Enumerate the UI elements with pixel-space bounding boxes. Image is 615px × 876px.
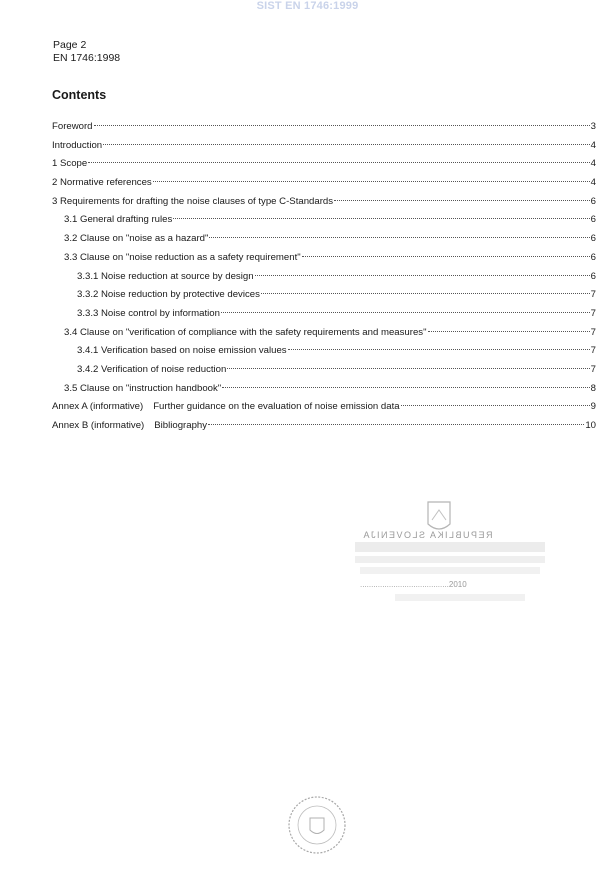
toc-entry-label — [64, 230, 208, 249]
toc-page-number: 9 — [590, 401, 596, 413]
toc-entry — [52, 417, 596, 436]
toc-entry-title: 3.5 Clause on "instruction handbook" — [64, 382, 222, 394]
toc-leader-dots — [428, 331, 590, 332]
toc-leader-dots — [103, 144, 590, 145]
toc-entry-title: 2 Normative references — [52, 177, 152, 189]
stamp-date: ........................................2010 — [360, 580, 467, 589]
toc-page-number: 6 — [590, 233, 596, 245]
toc-page-number: 8 — [590, 382, 596, 394]
toc-entry — [52, 193, 596, 212]
stamp-text: REPUBLIKA SLOVENIJA — [362, 530, 493, 540]
toc-leader-dots — [173, 218, 589, 219]
toc-entry-label — [64, 211, 172, 230]
toc-entry — [52, 305, 596, 324]
toc-leader-dots — [227, 368, 589, 369]
coat-of-arms-icon — [300, 494, 550, 614]
toc-entry — [52, 211, 596, 230]
toc-entry-label — [52, 118, 93, 137]
toc-leader-dots — [208, 424, 584, 425]
toc-leader-dots — [88, 162, 589, 163]
toc-entry-label — [52, 193, 333, 212]
toc-page-number: 4 — [590, 177, 596, 189]
toc-entry-label — [52, 174, 152, 193]
table-of-contents — [52, 118, 596, 436]
toc-entry-title: Introduction — [52, 139, 103, 151]
toc-entry-label — [52, 398, 400, 417]
toc-entry-label — [64, 380, 221, 399]
toc-entry — [52, 118, 596, 137]
toc-entry-title: 3.1 General drafting rules — [64, 214, 173, 226]
toc-leader-dots — [222, 387, 589, 388]
toc-entry-label — [64, 324, 427, 343]
toc-entry-label — [77, 361, 226, 380]
document-watermark: SIST EN 1746:1999 — [256, 0, 359, 12]
toc-page-number: 4 — [590, 139, 596, 151]
toc-page-number: 7 — [590, 345, 596, 357]
toc-entry-title: 3 Requirements for drafting the noise clauses of type C-Standards — [52, 195, 334, 207]
toc-leader-dots — [94, 125, 590, 126]
toc-entry-label — [64, 249, 301, 268]
toc-entry-title: 3.3.1 Noise reduction at source by design — [77, 270, 254, 282]
toc-entry-title: 3.3.2 Noise reduction by protective devices — [77, 289, 260, 301]
toc-entry-label — [77, 268, 254, 287]
toc-entry — [52, 324, 596, 343]
toc-entry-title: 3.3 Clause on "noise reduction as a safety requirement" — [64, 251, 301, 263]
toc-page-number: 7 — [590, 326, 596, 338]
toc-leader-dots — [255, 275, 590, 276]
toc-entry-title: 3.4.1 Verification based on noise emission values — [77, 345, 287, 357]
toc-leader-dots — [401, 405, 590, 406]
toc-entry — [52, 155, 596, 174]
toc-entry-label — [77, 286, 260, 305]
toc-page-number: 4 — [590, 158, 596, 170]
toc-entry-title: 3.2 Clause on "noise as a hazard" — [64, 233, 209, 245]
toc-entry-title: Annex B (informative) — [52, 420, 145, 431]
toc-entry-title: Foreword — [52, 121, 93, 132]
toc-page-number: 6 — [590, 251, 596, 263]
toc-entry-title: 3.3.3 Noise control by information — [77, 307, 220, 319]
round-seal — [286, 794, 348, 856]
toc-entry-title: Annex A (informative) — [52, 401, 144, 413]
toc-leader-dots — [334, 200, 590, 201]
toc-entry — [52, 137, 596, 156]
toc-page-number: 7 — [590, 363, 596, 375]
toc-page-number: 6 — [590, 214, 596, 226]
toc-leader-dots — [302, 256, 590, 257]
page-header — [53, 39, 120, 65]
toc-leader-dots — [261, 293, 590, 294]
toc-entry — [52, 342, 596, 361]
page-number: Page 2 — [53, 39, 87, 51]
official-stamp — [300, 494, 550, 614]
toc-entry — [52, 249, 596, 268]
toc-entry — [52, 398, 596, 417]
toc-page-number: 3 — [590, 121, 596, 132]
toc-entry — [52, 174, 596, 193]
toc-page-number: 6 — [590, 270, 596, 282]
toc-entry — [52, 380, 596, 399]
seal-icon — [286, 794, 348, 856]
toc-page-number: 6 — [590, 195, 596, 207]
toc-entry-subtitle: Further guidance on the evaluation of noise emission data — [153, 401, 400, 413]
toc-page-number: 10 — [585, 420, 596, 431]
toc-entry-title: 3.4.2 Verification of noise reduction — [77, 363, 227, 375]
toc-entry-label — [77, 305, 220, 324]
toc-entry-title: 1 Scope — [52, 158, 88, 170]
toc-entry-label — [52, 137, 102, 156]
contents-heading: Contents — [52, 88, 107, 102]
toc-entry — [52, 268, 596, 287]
toc-entry-label — [52, 155, 87, 174]
toc-entry — [52, 286, 596, 305]
standard-number: EN 1746:1998 — [53, 52, 121, 64]
toc-entry — [52, 230, 596, 249]
toc-page-number: 7 — [590, 289, 596, 301]
toc-entry-label — [52, 417, 207, 436]
toc-entry-subtitle: Bibliography — [154, 420, 208, 431]
toc-entry-title: 3.4 Clause on "verification of compliance with the safety requirements and measures" — [64, 326, 427, 338]
toc-leader-dots — [288, 349, 590, 350]
toc-leader-dots — [153, 181, 590, 182]
toc-entry — [52, 361, 596, 380]
toc-entry-label — [77, 342, 287, 361]
toc-leader-dots — [209, 237, 589, 238]
toc-leader-dots — [221, 312, 590, 313]
toc-page-number: 7 — [590, 307, 596, 319]
